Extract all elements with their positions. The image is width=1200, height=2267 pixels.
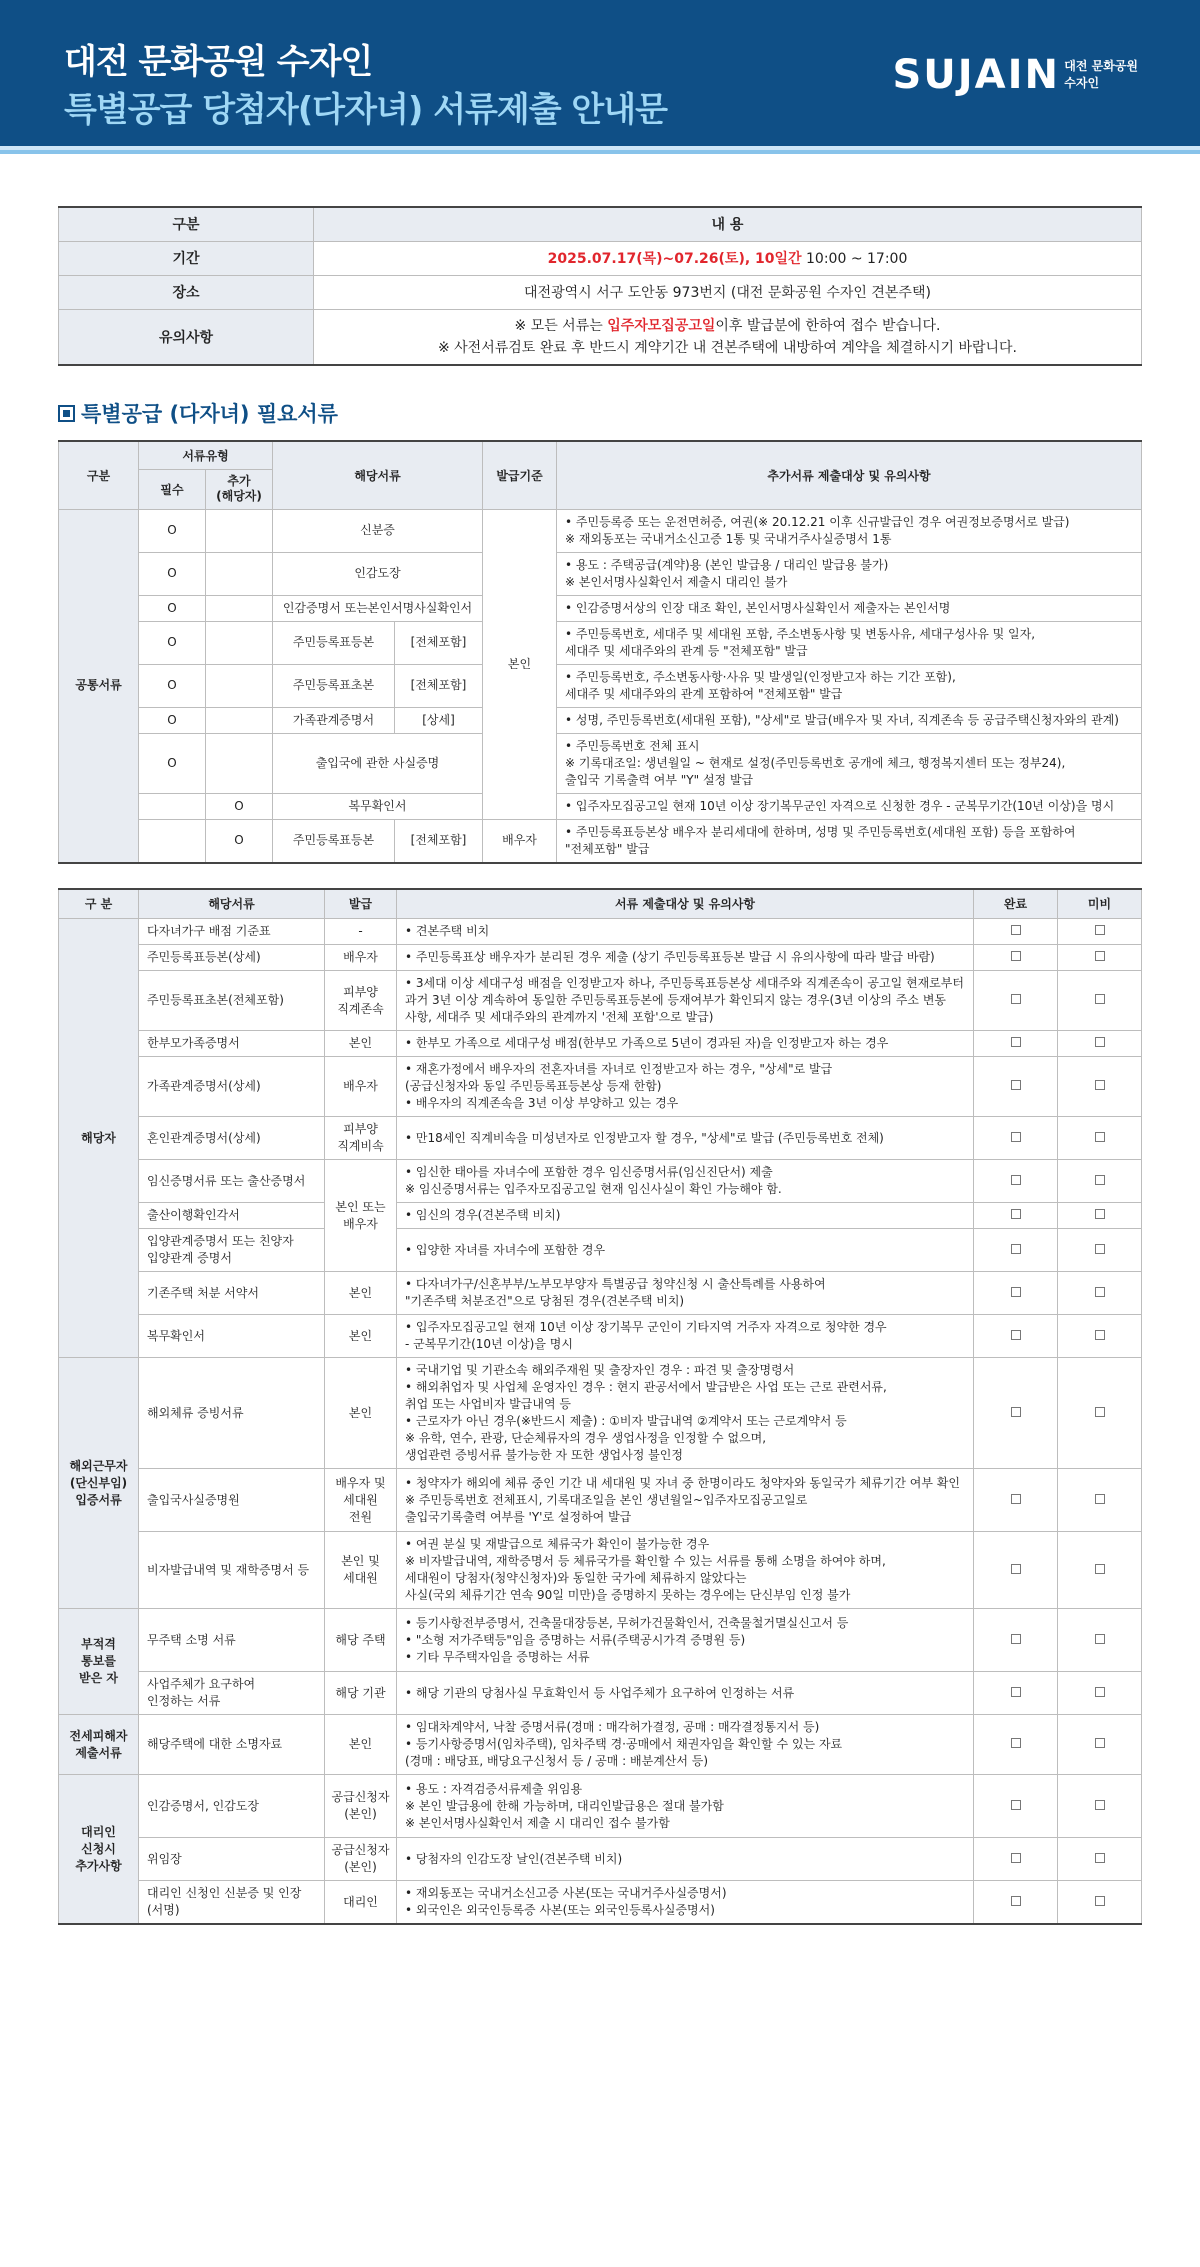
checkbox-missing[interactable]: [1095, 1687, 1105, 1697]
t1-note: • 주민등록번호, 주소변동사항·사유 및 발생일(인정받고자 하는 기간 포함), 세대주 및 세대주와의 관계 포함하여 "전체포함" 발급: [557, 664, 1142, 707]
t2-row: [59, 1715, 1142, 1775]
t2-doc: 임신증명서류 또는 출산증명서: [139, 1160, 325, 1203]
t2-missing-cell: [1058, 1117, 1142, 1160]
t1-note: • 주민등록증 또는 운전면허증, 여권(※ 20.12.21 이후 신규발급인 경우 여권정보증명서로 발급) ※ 재외동포는 국내거소신고증 1통 및 국내거주사실증명서 1통: [557, 509, 1142, 552]
t2-missing-cell: [1058, 1160, 1142, 1203]
t1-doc: 인감증명서 또는본인서명사실확인서: [273, 595, 483, 621]
checkbox-done[interactable]: [1011, 1244, 1021, 1254]
t2-missing-cell: [1058, 1057, 1142, 1117]
t1-basis-spouse: 배우자: [483, 819, 557, 863]
t1-doc: 복무확인서: [273, 793, 483, 819]
checkbox-missing[interactable]: [1095, 1853, 1105, 1863]
t1-doc: 신분증: [273, 509, 483, 552]
t2-doc: 대리인 신청인 신분증 및 인장 (서명): [139, 1881, 325, 1925]
t1-row: [59, 664, 1142, 707]
t1-add-mark: [206, 664, 273, 707]
checkbox-done[interactable]: [1011, 1287, 1021, 1297]
t1-row: [59, 707, 1142, 733]
t1-doc-tag: [전체포함]: [395, 819, 483, 863]
t2-note: • 다자녀가구/신혼부부/노부모부양자 특별공급 청약신청 시 출산특례를 사용하여 "기존주택 처분조건"으로 당첨된 경우(견본주택 비치): [397, 1272, 974, 1315]
t2-missing-cell: [1058, 1881, 1142, 1925]
brand-logo-sub: 대전 문화공원 수자인: [1064, 59, 1138, 90]
checkbox-missing[interactable]: [1095, 925, 1105, 935]
t1-req-mark: O: [139, 621, 206, 664]
t2-missing-cell: [1058, 1715, 1142, 1775]
info-col-label: 구분: [59, 207, 314, 241]
t1-note: • 인감증명서상의 인장 대조 확인, 본인서명사실확인서 제출자는 본인서명: [557, 595, 1142, 621]
t1-req-mark: O: [139, 733, 206, 793]
t2-row: [59, 919, 1142, 945]
t2-missing-cell: [1058, 1229, 1142, 1272]
t2-row: [59, 1469, 1142, 1532]
checkbox-missing[interactable]: [1095, 1564, 1105, 1574]
t1-row: [59, 819, 1142, 863]
t2-note: • 임신한 태아를 자녀수에 포함한 경우 임신증명서류(임신진단서) 제출 ※ 임신증명서류는 입주자모집공고일 현재 임신사실이 확인 가능해야 함.: [397, 1160, 974, 1203]
t2-row: [59, 1160, 1142, 1203]
t2-row: [59, 1272, 1142, 1315]
t2-issue: 배우자: [325, 1057, 397, 1117]
checkbox-done[interactable]: [1011, 1687, 1021, 1697]
t2-doc: 위임장: [139, 1838, 325, 1881]
t2-issue: 공급신청자 (본인): [325, 1775, 397, 1838]
t2-done-cell: [974, 1609, 1058, 1672]
t2-doc: 기존주택 처분 서약서: [139, 1272, 325, 1315]
t2-done-cell: [974, 1117, 1058, 1160]
t2-row: [59, 1881, 1142, 1925]
checkbox-missing[interactable]: [1095, 951, 1105, 961]
t2-missing-cell: [1058, 1203, 1142, 1229]
page-header: [0, 0, 1200, 146]
t2-doc: 출산이행확인각서: [139, 1203, 325, 1229]
checkbox-missing[interactable]: [1095, 1494, 1105, 1504]
t2-note: • 용도 : 자격검증서류제출 위임용 ※ 본인 발급용에 한해 가능하며, 대리인발급용은 절대 불가함 ※ 본인서명사실확인서 제출 시 대리인 접수 불가함: [397, 1775, 974, 1838]
t2-doc: 복무확인서: [139, 1315, 325, 1358]
t2-done-cell: [974, 1160, 1058, 1203]
t2-done-cell: [974, 1031, 1058, 1057]
t2-row: [59, 945, 1142, 971]
checkbox-missing[interactable]: [1095, 1634, 1105, 1644]
t2-issue: 본인: [325, 1315, 397, 1358]
t1-req-mark: O: [139, 707, 206, 733]
t1-req-mark: O: [139, 552, 206, 595]
t2-done-cell: [974, 1881, 1058, 1925]
checkbox-done[interactable]: [1011, 1564, 1021, 1574]
checkbox-missing[interactable]: [1095, 1800, 1105, 1810]
t1-note: • 주민등록번호, 세대주 및 세대원 포함, 주소변동사항 및 변동사유, 세대구성사유 및 일자, 세대주 및 세대주와의 관계 등 "전체포함" 발급: [557, 621, 1142, 664]
t2-note: • 등기사항전부증명서, 건축물대장등본, 무허가건물확인서, 건축물철거멸실신고서 등 • "소형 저가주택등"임을 증명하는 서류(주택공시가격 증명원 등) • 기타 무주택자임을 증명하는 서류: [397, 1609, 974, 1672]
checkbox-done[interactable]: [1011, 1080, 1021, 1090]
t2-doc: 주민등록표초본(전체포함): [139, 971, 325, 1031]
t2-doc: 해당주택에 대한 소명자료: [139, 1715, 325, 1775]
checkbox-done[interactable]: [1011, 1132, 1021, 1142]
t1-doc: 가족관계증명서: [273, 707, 395, 733]
info-table: [58, 206, 1142, 366]
t2-note: • 입양한 자녀를 자녀수에 포함한 경우: [397, 1229, 974, 1272]
t2-issue: 해당 주택: [325, 1609, 397, 1672]
t2-note: • 주민등록표상 배우자가 분리된 경우 제출 (상기 주민등록표등본 발급 시 유의사항에 따라 발급 바람): [397, 945, 974, 971]
t1-note: • 주민등록번호 전체 표시 ※ 기록대조일: 생년월일 ~ 현재로 설정(주민등록번호 공개에 체크, 행정복지센터 또는 정부24), 출입국 기록출력 여부 "Y" 설정 발급: [557, 733, 1142, 793]
t2-group-g2: 해외근무자 (단신부임) 입증서류: [59, 1358, 139, 1609]
t2-done-cell: [974, 1315, 1058, 1358]
t2-issue: 배우자 및 세대원 전원: [325, 1469, 397, 1532]
t1-doc: 인감도장: [273, 552, 483, 595]
checkbox-missing[interactable]: [1095, 1407, 1105, 1417]
t1-doc: 주민등록표초본: [273, 664, 395, 707]
brand-logo: SUJAIN: [892, 52, 1060, 98]
notice-label: 유의사항: [59, 309, 314, 365]
checkbox-missing[interactable]: [1095, 1209, 1105, 1219]
t2-done-cell: [974, 971, 1058, 1031]
t2-issue: 피부양 직계존속: [325, 971, 397, 1031]
t2-row: [59, 1532, 1142, 1609]
t1-row: [59, 733, 1142, 793]
t2-doc: 해외체류 증빙서류: [139, 1358, 325, 1469]
t2-group-g5: 대리인 신청시 추가사항: [59, 1775, 139, 1925]
page-title-line2: 특별공급 당첨자(다자녀) 서류제출 안내문: [64, 90, 667, 130]
t2-missing-cell: [1058, 971, 1142, 1031]
t1-note: • 입주자모집공고일 현재 10년 이상 장기복무군인 자격으로 신청한 경우 - 군복무기간(10년 이상)을 명시: [557, 793, 1142, 819]
t2-issue: 본인: [325, 1272, 397, 1315]
section-title: 특별공급 (다자녀) 필요서류: [58, 398, 1200, 428]
square-bullet-icon: [58, 405, 75, 422]
checkbox-done[interactable]: [1011, 1800, 1021, 1810]
t2-missing-cell: [1058, 1272, 1142, 1315]
checkbox-missing[interactable]: [1095, 1037, 1105, 1047]
t2-note: • 해당 기관의 당첨사실 무효확인서 등 사업주체가 요구하여 인정하는 서류: [397, 1672, 974, 1715]
checkbox-done[interactable]: [1011, 1738, 1021, 1748]
checkbox-missing[interactable]: [1095, 1330, 1105, 1340]
t2-missing-cell: [1058, 1672, 1142, 1715]
t2-done-cell: [974, 1775, 1058, 1838]
t2-doc: 한부모가족증명서: [139, 1031, 325, 1057]
t2-done-cell: [974, 1358, 1058, 1469]
t2-row: [59, 1358, 1142, 1469]
checkbox-missing[interactable]: [1095, 1175, 1105, 1185]
t1-row: [59, 552, 1142, 595]
checkbox-done[interactable]: [1011, 1494, 1021, 1504]
t2-issue: -: [325, 919, 397, 945]
t2-row: [59, 1031, 1142, 1057]
t2-done-cell: [974, 1469, 1058, 1532]
t2-note: • 여권 분실 및 재발급으로 체류국가 확인이 불가능한 경우 ※ 비자발급내역, 재학증명서 등 체류국가를 확인할 수 있는 서류를 통해 소명을 하여야 하며, 세대원이 당첨자(청약신청자)와 동일한 국가에 체류하지 않았다는 사실(국외 체류기간 연속 90일 미만)을 증명하지 못하는 경우에는 단신부임 인정 불가: [397, 1532, 974, 1609]
checkbox-done[interactable]: [1011, 1209, 1021, 1219]
t1-note: • 성명, 주민등록번호(세대원 포함), "상세"로 발급(배우자 및 자녀, 직계존속 등 공급주택신청자와의 관계): [557, 707, 1142, 733]
t1-req-mark: O: [139, 664, 206, 707]
t1-add-mark: O: [206, 793, 273, 819]
t2-group-g4: 전세피해자 제출서류: [59, 1715, 139, 1775]
checkbox-done[interactable]: [1011, 1330, 1021, 1340]
t2-doc: 출입국사실증명원: [139, 1469, 325, 1532]
t2-doc: 혼인관계증명서(상세): [139, 1117, 325, 1160]
t1-doc-tag: [전체포함]: [395, 664, 483, 707]
t2-done-cell: [974, 945, 1058, 971]
place-value: 대전광역시 서구 도안동 973번지 (대전 문화공원 수자인 견본주택): [314, 275, 1142, 309]
t2-missing-cell: [1058, 945, 1142, 971]
checkbox-missing[interactable]: [1095, 1287, 1105, 1297]
t2-doc: 무주택 소명 서류: [139, 1609, 325, 1672]
t1-doc-tag: [전체포함]: [395, 621, 483, 664]
t2-row: [59, 1203, 1142, 1229]
t2-issue: 본인: [325, 1031, 397, 1057]
t2-row: [59, 1315, 1142, 1358]
checkbox-done[interactable]: [1011, 925, 1021, 935]
notice-value: ※ 모든 서류는 입주자모집공고일이후 발급분에 한하여 접수 받습니다. ※ 사전서류검토 완료 후 반드시 계약기간 내 견본주택에 내방하여 계약을 체결하시기 바랍니다.: [314, 309, 1142, 365]
period-label: 기간: [59, 241, 314, 275]
t2-note: • 재혼가정에서 배우자의 전혼자녀를 자녀로 인정받고자 하는 경우, "상세"로 발급 (공급신청자와 동일 주민등록표등본상 등재 한함) • 배우자의 직계존속을 3년 이상 부양하고 있는 경우: [397, 1057, 974, 1117]
t2-issue: 본인: [325, 1715, 397, 1775]
required-docs-table: 구분 서류유형 해당서류 발급기준 추가서류 제출대상 및 유의사항 필수 추가 (해당자) 공통서류 O 신분증 본인 • 주민등록증 또는 운전면허증, 여권(※ 20.12.21 이후 신규발급인 경우 여권정보증명서로 발급) ※ 재외동포는 국내거소신고증 1통 및 국내거주사실증명서 1통 O 인감도장 • 용도 : 주택공급(계약)용 (본인 발급용 / 대리인 발급용 불가) ※ 본인서명사실확인서 제출시 대리인 불가 O 인감증명서 또는본인서명사실확인서 • 인감증명서상의 인장 대조 확인, 본인서명사실확인서 제출자는 본인서명 O 주민등록표등본 [전체포함] • 주민등록번호, 세대주 및 세대원 포함, 주소변동사항 및 변동사유, 세대구성사유 및 일자, 세대주 및 세대주와의 관계 등 "전체포함" 발급 O 주민등록표초본 [전체포함] • 주민등록번호, 주소변동사항·사유 및 발생일(인정받고자 하는 기간 포함), 세대주 및 세대주와의 관계 포함하여 "전체포함" 발급 O 가족관계증명서 [상세] • 성명, 주민등록번호(세대원 포함), "상세"로 발급(배우자 및 자녀, 직계존속 등 공급주택신청자와의 관계) O 출입국에 관한 사실증명 • 주민등록번호 전체 표시 ※ 기록대조일: 생년월일 ~ 현재로 설정(주민등록번호 공개에 체크, 행정복지센터 또는 정부24), 출입국 기록출력 여부 "Y" 설정 발급 O 복무확인서 • 입주자모집공고일 현재 10년 이상 장기복무군인 자격으로 신청한 경우 - 군복무기간(10년 이상)을 명시 O 주민등록표등본 [전체포함] 배우자 • 주민등록표등본상 배우자 분리세대에 한하며, 성명 및 주민등록번호(세대원 포함) 등을 포함하여 "전체포함" 발급: [58, 440, 1142, 864]
t2-missing-cell: [1058, 1469, 1142, 1532]
t2-issue-shared: 본인 또는 배우자: [325, 1160, 397, 1272]
t1-doc: 주민등록표등본: [273, 621, 395, 664]
t2-issue: 피부양 직계비속: [325, 1117, 397, 1160]
t1-doc: 주민등록표등본: [273, 819, 395, 863]
t2-issue: 대리인: [325, 1881, 397, 1925]
t1-add-mark: [206, 595, 273, 621]
t1-add-mark: [206, 707, 273, 733]
t2-note: • 한부모 가족으로 세대구성 배점(한부모 가족으로 5년이 경과된 자)을 인정받고자 하는 경우: [397, 1031, 974, 1057]
t2-note: • 입주자모집공고일 현재 10년 이상 장기복무 군인이 기타지역 거주자 자격으로 청약한 경우 - 군복무기간(10년 이상)을 명시: [397, 1315, 974, 1358]
t1-note: • 용도 : 주택공급(계약)용 (본인 발급용 / 대리인 발급용 불가) ※ 본인서명사실확인서 제출시 대리인 불가: [557, 552, 1142, 595]
t1-req-mark: O: [139, 595, 206, 621]
t1-row: [59, 621, 1142, 664]
checkbox-done[interactable]: [1011, 1896, 1021, 1906]
t2-issue: 해당 기관: [325, 1672, 397, 1715]
t2-doc: 주민등록표등본(상세): [139, 945, 325, 971]
t2-note: • 당첨자의 인감도장 날인(견본주택 비치): [397, 1838, 974, 1881]
t1-row: [59, 793, 1142, 819]
t2-row: [59, 1775, 1142, 1838]
t2-group-g3: 부적격 통보를 받은 자: [59, 1609, 139, 1715]
checkbox-done[interactable]: [1011, 1407, 1021, 1417]
t2-done-cell: [974, 1672, 1058, 1715]
t1-add-mark: [206, 621, 273, 664]
period-value: 2025.07.17(목)~07.26(토), 10일간 10:00 ~ 17:00: [314, 241, 1142, 275]
checkbox-missing[interactable]: [1095, 1738, 1105, 1748]
t2-issue: 본인: [325, 1358, 397, 1469]
t2-issue: 공급신청자 (본인): [325, 1838, 397, 1881]
t2-missing-cell: [1058, 1775, 1142, 1838]
t2-done-cell: [974, 1229, 1058, 1272]
t2-doc: 다자녀가구 배점 기준표: [139, 919, 325, 945]
t2-doc: 가족관계증명서(상세): [139, 1057, 325, 1117]
t1-doc: 출입국에 관한 사실증명: [273, 733, 483, 793]
t2-missing-cell: [1058, 1315, 1142, 1358]
t1-group-common: 공통서류: [59, 509, 139, 863]
t2-issue: 배우자: [325, 945, 397, 971]
t2-note: • 견본주택 비치: [397, 919, 974, 945]
t2-done-cell: [974, 1532, 1058, 1609]
t1-row: [59, 509, 1142, 552]
checkbox-done[interactable]: [1011, 1037, 1021, 1047]
t2-done-cell: [974, 1838, 1058, 1881]
checkbox-done[interactable]: [1011, 1175, 1021, 1185]
t2-missing-cell: [1058, 1838, 1142, 1881]
t1-add-mark: O: [206, 819, 273, 863]
t1-doc-tag: [상세]: [395, 707, 483, 733]
t2-note: • 임대차계약서, 낙찰 증명서류(경매 : 매각허가결정, 공매 : 매각결정통지서 등) • 등기사항증명서(임차주택), 임차주택 경·공매에서 채권자임을 확인할 수 있는 자료 (경매 : 배당표, 배당요구신청서 등 / 공매 : 배분계산서 등): [397, 1715, 974, 1775]
page-title-line1: 대전 문화공원 수자인: [64, 42, 373, 82]
t2-note: • 재외동포는 국내거소신고증 사본(또는 국내거주사실증명서) • 외국인은 외국인등록증 사본(또는 외국인등록사실증명서): [397, 1881, 974, 1925]
t2-row: [59, 1117, 1142, 1160]
t2-doc: 인감증명서, 인감도장: [139, 1775, 325, 1838]
checkbox-missing[interactable]: [1095, 1132, 1105, 1142]
t2-doc: 입양관계증명서 또는 친양자 입양관계 증명서: [139, 1229, 325, 1272]
info-col-content: 내 용: [314, 207, 1142, 241]
t1-add-mark: [206, 733, 273, 793]
t2-doc: 사업주체가 요구하여 인정하는 서류: [139, 1672, 325, 1715]
checkbox-done[interactable]: [1011, 951, 1021, 961]
checkbox-done[interactable]: [1011, 994, 1021, 1004]
t2-row: [59, 1838, 1142, 1881]
t2-note: • 청약자가 해외에 체류 중인 기간 내 세대원 및 자녀 중 한명이라도 청약자와 동일국가 체류기간 여부 확인 ※ 주민등록번호 전체표시, 기록대조일을 본인 생년월일~입주자모집공고일로 출입국기록출력 여부를 'Y'로 설정하여 발급: [397, 1469, 974, 1532]
t2-note: • 국내기업 및 기관소속 해외주재원 및 출장자인 경우 : 파견 및 출장명령서 • 해외취업자 및 사업체 운영자인 경우 : 현지 관공서에서 발급받은 사업 또는 근로 관련서류, 취업 또는 사업비자 발급내역 등 • 근로자가 아닌 경우(※반드시 제출) : ①비자 발급내역 ②계약서 또는 근로계약서 등 ※ 유학, 연수, 관광, 단순체류자의 경우 생업사정을 인정할 수 없으며, 생업관련 증빙서류 불가능한 자 또한 생업사정 불인정: [397, 1358, 974, 1469]
t1-row: [59, 595, 1142, 621]
t2-missing-cell: [1058, 1609, 1142, 1672]
t2-row: [59, 1609, 1142, 1672]
checkbox-missing[interactable]: [1095, 994, 1105, 1004]
t2-done-cell: [974, 919, 1058, 945]
t1-basis-self: 본인: [483, 509, 557, 819]
t2-row: [59, 1057, 1142, 1117]
checklist-table: 구 분 해당서류 발급 서류 제출대상 및 유의사항 완료 미비 해당자 다자녀가구 배점 기준표 - • 견본주택 비치 주민등록표등본(상세) 배우자 • 주민등록표상 배우자가 분리된 경우 제출 (상기 주민등록표등본 발급 시 유의사항에 따라 발급 바람) 주민등록표초본(전체포함) 피부양 직계존속 • 3세대 이상 세대구성 배점을 인정받고자 하나, 주민등록표등본상 세대주와 직계존속이 공고일 현재로부터 과거 3년 이상 계속하여 동일한 주민등록표등본에 등재여부가 확인되지 않는 경우(3년 이상의 주소 변동 사항, 세대주 및 세대주와의 관계까지 '전체 포함'으로 발급) 한부모가족증명서 본인 • 한부모 가족으로 세대구성 배점(한부모 가족으로 5년이 경과된 자)을 인정받고자 하는 경우 가족관계증명서(상세) 배우자 • 재혼가정에서 배우자의 전혼자녀를 자녀로 인정받고자 하는 경우, "상세"로 발급 (공급신청자와 동일 주민등록표등본상 등재 한함) • 배우자의 직계존속을 3년 이상 부양하고 있는 경우 혼인관계증명서(상세) 피부양 직계비속 • 만18세인 직계비속을 미성년자로 인정받고자 할 경우, "상세"로 발급 (주민등록번호 전체) 임신증명서류 또는 출산증명서 본인 또는 배우자 • 임신한 태아를 자녀수에 포함한 경우 임신증명서류(임신진단서) 제출 ※ 임신증명서류는 입주자모집공고일 현재 임신사실이 확인 가능해야 함. 출산이행확인각서 • 임신의 경우(견본주택 비치) 입양관계증명서 또는 친양자 입양관계 증명서 • 입양한 자녀를 자녀수에 포함한 경우 기존주택 처분 서약서 본인 • 다자녀가구/신혼부부/노부모부양자 특별공급 청약신청 시 출산특례를 사용하여 "기존주택 처분조건"으로 당첨된 경우(견본주택 비치) 복무확인서 본인 • 입주자모집공고일 현재 10년 이상 장기복무 군인이 기타지역 거주자 자격으로 청약한 경우 - 군복무기간(10년 이상)을 명시 해외근무자 (단신부임) 입증서류 해외체류 증빙서류 본인 • 국내기업 및 기관소속 해외주재원 및 출장자인 경우 : 파견 및 출장명령서 • 해외취업자 및 사업체 운영자인 경우 : 현지 관공서에서 발급받은 사업 또는 근로 관련서류, 취업 또는 사업비자 발급내역 등 • 근로자가 아닌 경우(※반드시 제출) : ①비자 발급내역 ②계약서 또는 근로계약서 등 ※ 유학, 연수, 관광, 단순체류자의 경우 생업사정을 인정할 수 없으며, 생업관련 증빙서류 불가능한 자 또한 생업사정 불인정 출입국사실증명원 배우자 및 세대원 전원 • 청약자가 해외에 체류 중인 기간 내 세대원 및 자녀 중 한명이라도 청약자와 동일국가 체류기간 여부 확인 ※ 주민등록번호 전체표시, 기록대조일을 본인 생년월일~입주자모집공고일로 출입국기록출력 여부를 'Y'로 설정하여 발급 비자발급내역 및 재학증명서 등 본인 및 세대원 • 여권 분실 및 재발급으로 체류국가 확인이 불가능한 경우 ※ 비자발급내역, 재학증명서 등 체류국가를 확인할 수 있는 서류를 통해 소명을 하여야 하며, 세대원이 당첨자(청약신청자)와 동일한 국가에 체류하지 않았다는 사실(국외 체류기간 연속 90일 미만)을 증명하지 못하는 경우에는 단신부임 인정 불가 부적격 통보를 받은 자 무주택 소명 서류 해당 주택 • 등기사항전부증명서, 건축물대장등본, 무허가건물확인서, 건축물철거멸실신고서 등 • "소형 저가주택등"임을 증명하는 서류(주택공시가격 증명원 등) • 기타 무주택자임을 증명하는 서류 사업주체가 요구하여 인정하는 서류 해당 기관 • 해당 기관의 당첨사실 무효확인서 등 사업주체가 요구하여 인정하는 서류 전세피해자 제출서류 해당주택에 대한 소명자료 본인 • 임대차계약서, 낙찰 증명서류(경매 : 매각허가결정, 공매 : 매각결정통지서 등) • 등기사항증명서(임차주택), 임차주택 경·공매에서 채권자임을 확인할 수 있는 자료 (경매 : 배당표, 배당요구신청서 등 / 공매 : 배분계산서 등) 대리인 신청시 추가사항 인감증명서, 인감도장 공급신청자 (본인) • 용도 : 자격검증서류제출 위임용 ※ 본인 발급용에 한해 가능하며, 대리인발급용은 절대 불가함 ※ 본인서명사실확인서 제출 시 대리인 접수 불가함 위임장 공급신청자 (본인) • 당첨자의 인감도장 날인(견본주택 비치) 대리인 신청인 신분증 및 인장 (서명) 대리인 • 재외동포는 국내거소신고증 사본(또는 국내거주사실증명서) • 외국인은 외국인등록증 사본(또는 외국인등록사실증명서): [58, 888, 1142, 1926]
t2-done-cell: [974, 1272, 1058, 1315]
checkbox-missing[interactable]: [1095, 1080, 1105, 1090]
t2-missing-cell: [1058, 1031, 1142, 1057]
place-label: 장소: [59, 275, 314, 309]
t1-req-mark: [139, 819, 206, 863]
checkbox-missing[interactable]: [1095, 1896, 1105, 1906]
t2-row: [59, 971, 1142, 1031]
t2-missing-cell: [1058, 919, 1142, 945]
t2-row: [59, 1229, 1142, 1272]
t2-done-cell: [974, 1715, 1058, 1775]
t1-req-mark: O: [139, 509, 206, 552]
checkbox-missing[interactable]: [1095, 1244, 1105, 1254]
t1-note: • 주민등록표등본상 배우자 분리세대에 한하며, 성명 및 주민등록번호(세대원 포함) 등을 포함하여 "전체포함" 발급: [557, 819, 1142, 863]
t2-done-cell: [974, 1057, 1058, 1117]
t2-missing-cell: [1058, 1358, 1142, 1469]
t1-add-mark: [206, 509, 273, 552]
t1-add-mark: [206, 552, 273, 595]
header-stripe: [0, 146, 1200, 154]
t2-done-cell: [974, 1203, 1058, 1229]
t2-note: • 3세대 이상 세대구성 배점을 인정받고자 하나, 주민등록표등본상 세대주와 직계존속이 공고일 현재로부터 과거 3년 이상 계속하여 동일한 주민등록표등본에 등재여부가 확인되지 않는 경우(3년 이상의 주소 변동 사항, 세대주 및 세대주와의 관계까지 '전체 포함'으로 발급): [397, 971, 974, 1031]
t1-req-mark: [139, 793, 206, 819]
t2-missing-cell: [1058, 1532, 1142, 1609]
checkbox-done[interactable]: [1011, 1853, 1021, 1863]
t2-note: • 임신의 경우(견본주택 비치): [397, 1203, 974, 1229]
checkbox-done[interactable]: [1011, 1634, 1021, 1644]
t2-issue: 본인 및 세대원: [325, 1532, 397, 1609]
t2-group-g1: 해당자: [59, 919, 139, 1358]
t2-doc: 비자발급내역 및 재학증명서 등: [139, 1532, 325, 1609]
t2-note: • 만18세인 직계비속을 미성년자로 인정받고자 할 경우, "상세"로 발급 (주민등록번호 전체): [397, 1117, 974, 1160]
t2-row: [59, 1672, 1142, 1715]
